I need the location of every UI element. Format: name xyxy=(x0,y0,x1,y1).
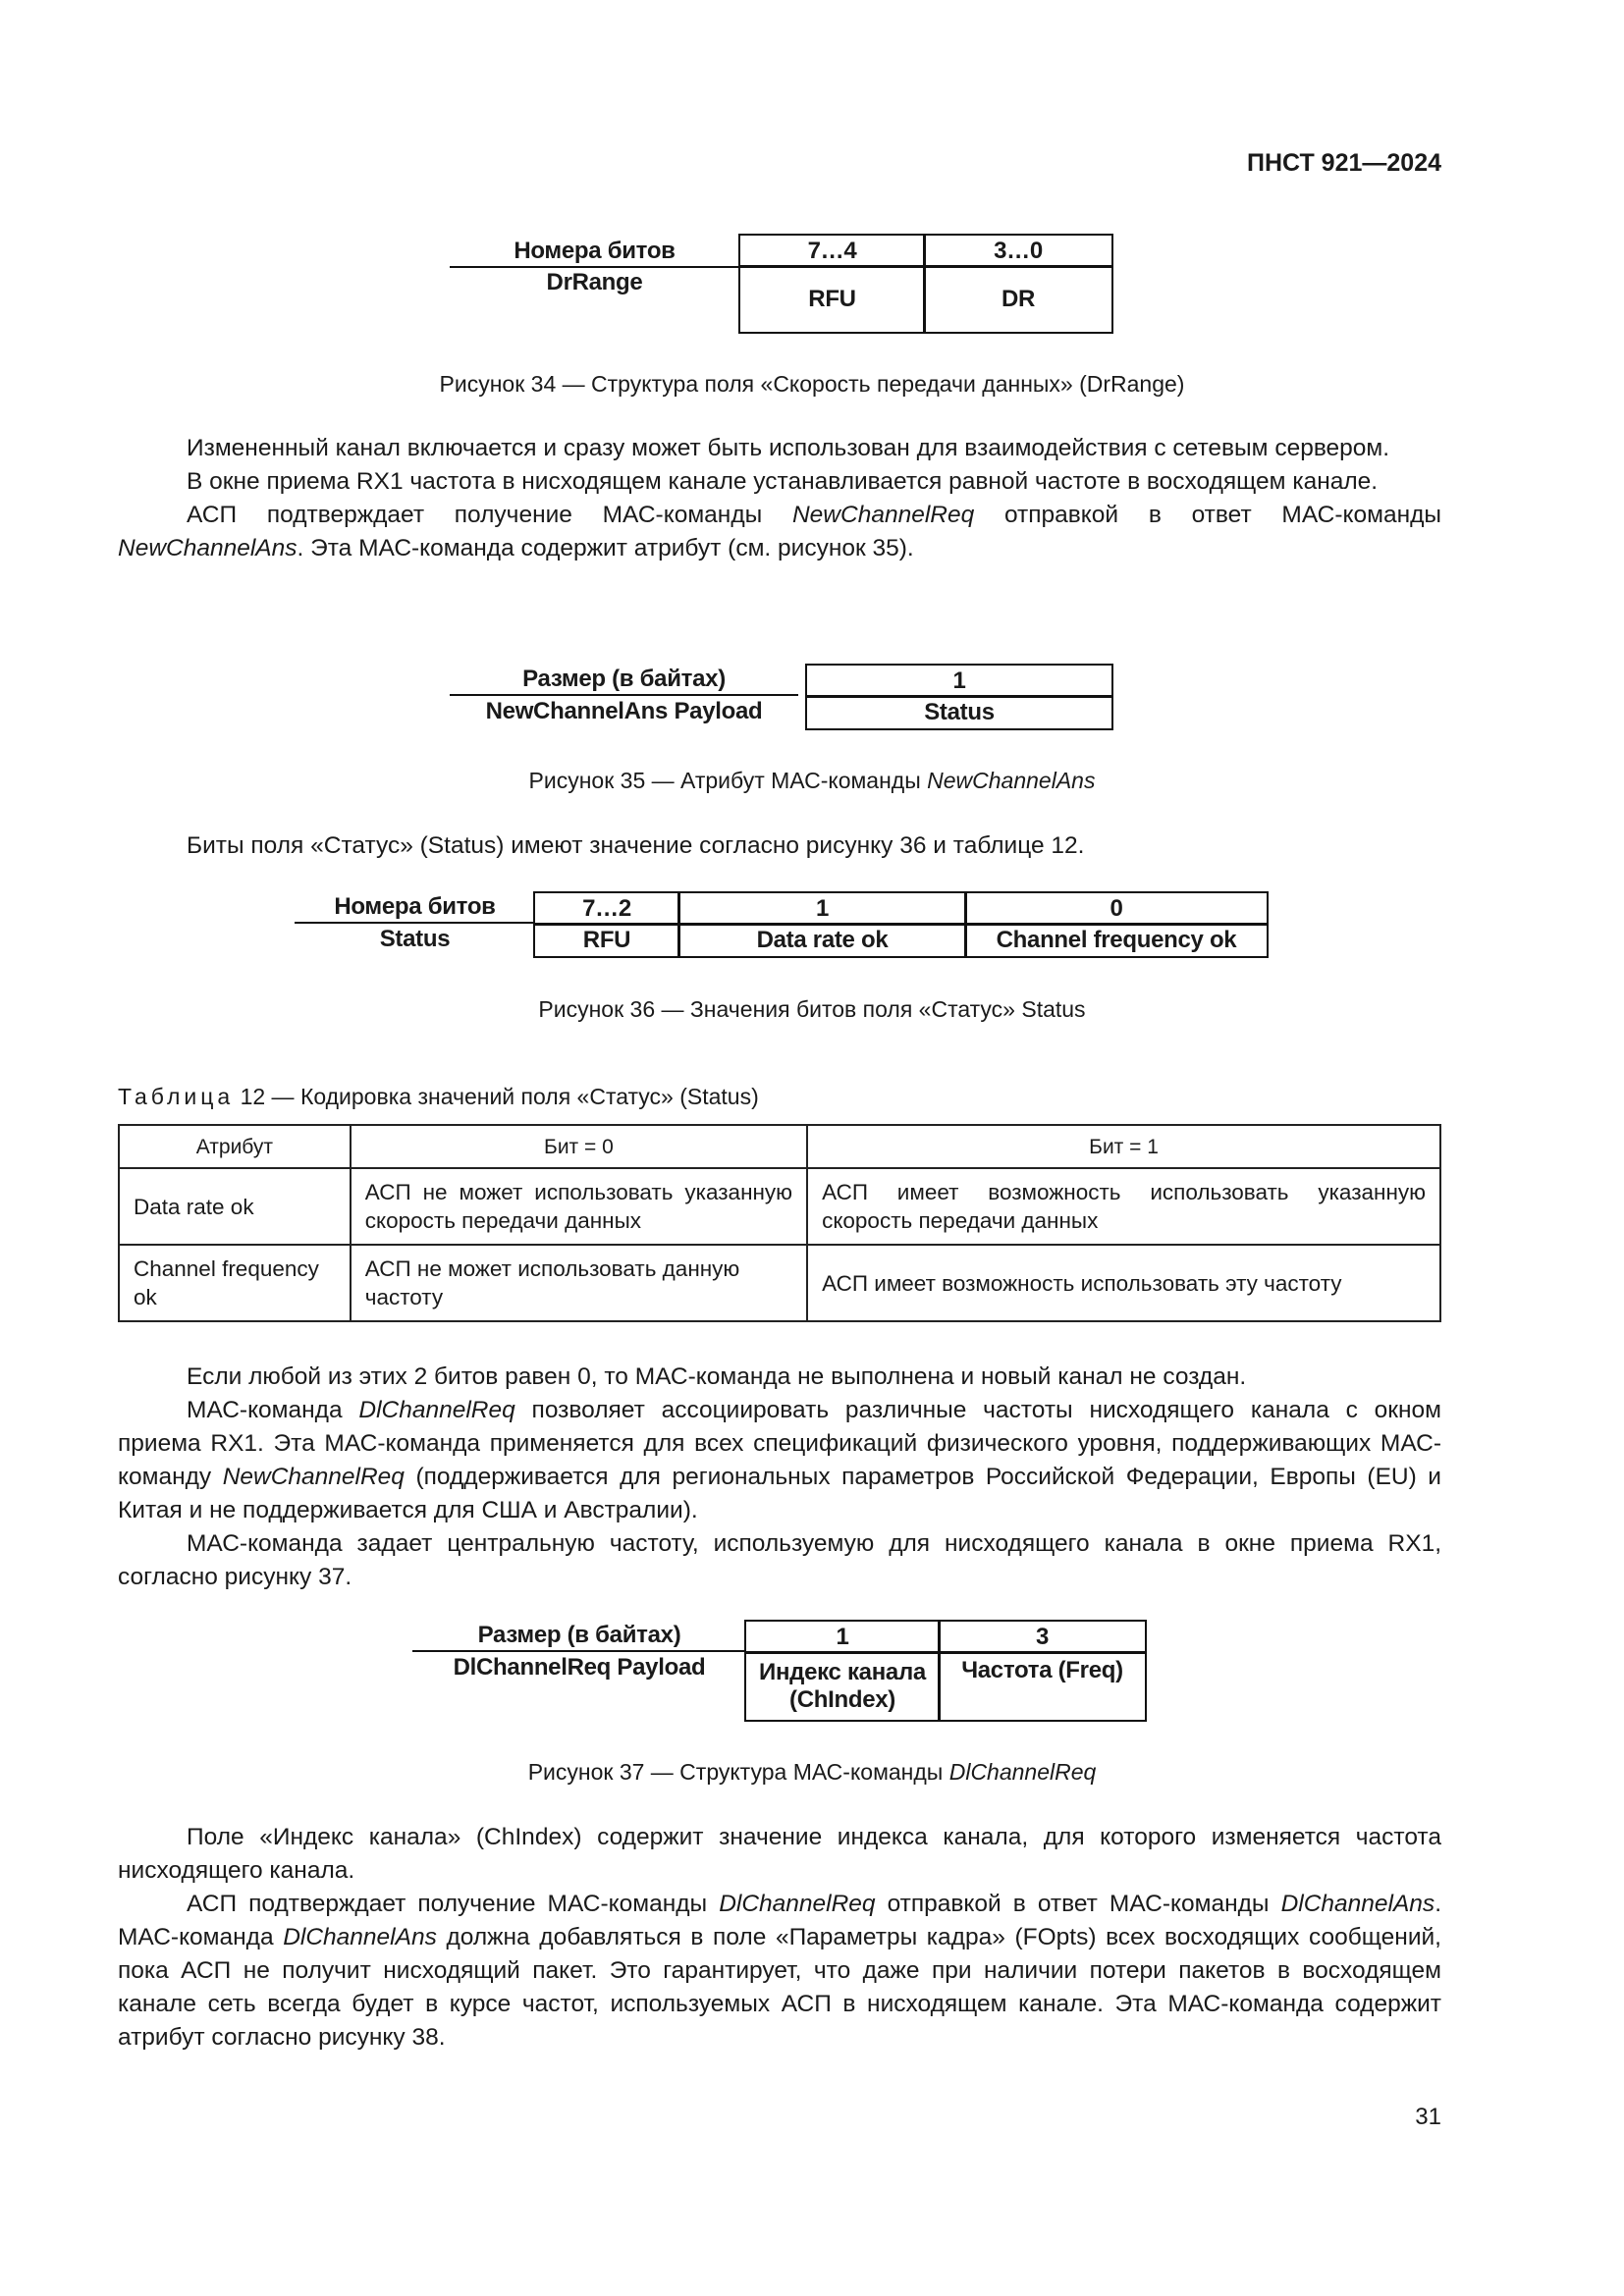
paragraph-block-d xyxy=(118,1821,1441,2055)
figure-36-value-2: Channel frequency ok xyxy=(964,923,1269,958)
figure-34-col1-header: 7…4 xyxy=(738,234,926,268)
paragraph-a1: Измененный канал включается и сразу может быть использован для взаимодействия с сетевым сервером. xyxy=(187,435,1390,461)
figure-37-caption xyxy=(0,1759,1624,1786)
paragraph-block-a xyxy=(118,432,1441,565)
table-cell: АСП не может использовать данную частоту xyxy=(351,1245,807,1321)
table-header-attribute: Атрибут xyxy=(119,1125,351,1168)
figure-35-caption-text: Рисунок 35 — Атрибут МАС-команды NewChannelAns xyxy=(528,768,1096,793)
table-header-bit0: Бит = 0 xyxy=(351,1125,807,1168)
figure-36-header-2: 0 xyxy=(964,891,1269,926)
figure-34-col2-value: DR xyxy=(923,265,1113,334)
figure-36-row2-label: Status xyxy=(379,926,451,952)
paragraph-a2: В окне приема RX1 частота в нисходящем канале устанавливается равной частоте в восходящем канале. xyxy=(187,468,1379,495)
figure-36 xyxy=(295,891,1269,958)
paragraph-d1: Поле «Индекс канала» (ChIndex) содержит значение индекса канала, для которого изменяется частота нисходящего канала. xyxy=(118,1824,1441,1884)
figure-34-row1-label: Номера битов xyxy=(514,238,676,264)
paragraph-d2: АСП подтверждает получение МАС-команды DlChannelReq отправкой в ответ МАС-команды DlChannelAns. МАС-команда DlChannelAns должна добавляться в поле «Параметры кадра» (FOpts) всех восходящих сообщений, пока АСП не получит нисходящий пакет. Это гарантирует, что даже при наличии потери пакетов в восходящем канале сеть всегда будет в курсе частот, используемых АСП в нисходящем канале. Эта МАС-команда содержит атрибут согласно рисунку 38. xyxy=(118,1891,1441,2051)
figure-37-divider xyxy=(412,1650,746,1652)
figure-34-col2-header: 3…0 xyxy=(923,234,1113,268)
figure-36-value-1: Data rate ok xyxy=(677,923,967,958)
figure-35-row1-label: Размер (в байтах) xyxy=(522,666,726,692)
table-cell: АСП имеет возможность использовать эту частоту xyxy=(807,1245,1440,1321)
document-id: ПНСТ 921—2024 xyxy=(1247,149,1441,177)
table-12-title xyxy=(118,1084,759,1110)
table-12-title-rest: 12 — Кодировка значений поля «Статус» (Status) xyxy=(240,1084,759,1109)
figure-34 xyxy=(450,234,1113,334)
figure-34-col1-value: RFU xyxy=(738,265,926,334)
figure-34-caption-text: Рисунок 34 — Структура поля «Скорость передачи данных» (DrRange) xyxy=(439,371,1185,397)
figure-37-caption-text: Рисунок 37 — Структура МАС-команды DlChannelReq xyxy=(527,1759,1097,1785)
figure-37-col2-value: Частота (Freq) xyxy=(938,1651,1147,1722)
paragraph-b1: Биты поля «Статус» (Status) имеют значение согласно рисунку 36 и таблице 12. xyxy=(187,832,1085,859)
figure-37-col2-header: 3 xyxy=(938,1620,1147,1654)
table-cell: Data rate ok xyxy=(119,1168,351,1245)
table-cell: Channel frequency ok xyxy=(119,1245,351,1321)
paragraph-c2: МАС-команда DlChannelReq позволяет ассоциировать различные частоты нисходящего канала с окном приема RX1. Эта МАС-команда применяется для всех спецификаций физического уровня, поддерживающих МАС-команду NewChannelReq (поддерживается для региональных параметров Российской Федерации, Европы (EU) и Китая и не поддерживается для США и Австралии). xyxy=(118,1397,1441,1523)
figure-36-divider xyxy=(295,922,535,924)
figure-35-divider xyxy=(450,694,798,696)
table-cell: АСП не может использовать указанную скорость передачи данных xyxy=(351,1168,807,1245)
figure-37-col1-value: Индекс канала (ChIndex) xyxy=(744,1651,941,1722)
figure-34-row2-label: DrRange xyxy=(546,269,643,295)
table-row xyxy=(119,1168,1440,1245)
paragraph-c3: МАС-команда задает центральную частоту, используемую для нисходящего канала в окне приема RX1, согласно рисунку 37. xyxy=(118,1530,1441,1590)
table-cell: АСП имеет возможность использовать указанную скорость передачи данных xyxy=(807,1168,1440,1245)
table-12 xyxy=(118,1124,1441,1322)
figure-37-col1-header: 1 xyxy=(744,1620,941,1654)
paragraph-a3: АСП подтверждает получение МАС-команды NewChannelReq отправкой в ответ МАС-команды NewChannelAns. Эта МАС-команда содержит атрибут (см. рисунок 35). xyxy=(118,502,1441,561)
figure-35 xyxy=(450,664,1113,730)
table-row xyxy=(119,1245,1440,1321)
paragraph-c1: Если любой из этих 2 битов равен 0, то МАС-команда не выполнена и новый канал не создан. xyxy=(187,1363,1247,1390)
figure-36-value-0: RFU xyxy=(533,923,680,958)
figure-36-row1-label: Номера битов xyxy=(334,893,496,920)
table-header-bit1: Бит = 1 xyxy=(807,1125,1440,1168)
figure-37 xyxy=(412,1620,1147,1722)
figure-35-caption xyxy=(0,768,1624,794)
figure-34-divider xyxy=(450,266,739,268)
figure-37-row2-label: DlChannelReq Payload xyxy=(453,1654,706,1681)
figure-35-col1-value: Status xyxy=(805,695,1113,730)
figure-35-col1-header: 1 xyxy=(805,664,1113,698)
figure-36-header-1: 1 xyxy=(677,891,967,926)
figure-34-caption xyxy=(0,371,1624,398)
figure-37-row1-label: Размер (в байтах) xyxy=(477,1622,681,1648)
table-12-title-word: Таблица xyxy=(118,1084,235,1109)
figure-36-caption xyxy=(0,996,1624,1023)
figure-36-header-0: 7…2 xyxy=(533,891,680,926)
page-number: 31 xyxy=(1415,2104,1441,2130)
figure-36-caption-text: Рисунок 36 — Значения битов поля «Статус» Status xyxy=(538,996,1086,1022)
paragraph-block-b xyxy=(118,829,1441,863)
table-header-row xyxy=(119,1125,1440,1168)
figure-35-row2-label: NewChannelAns Payload xyxy=(485,698,763,724)
paragraph-block-c xyxy=(118,1361,1441,1594)
